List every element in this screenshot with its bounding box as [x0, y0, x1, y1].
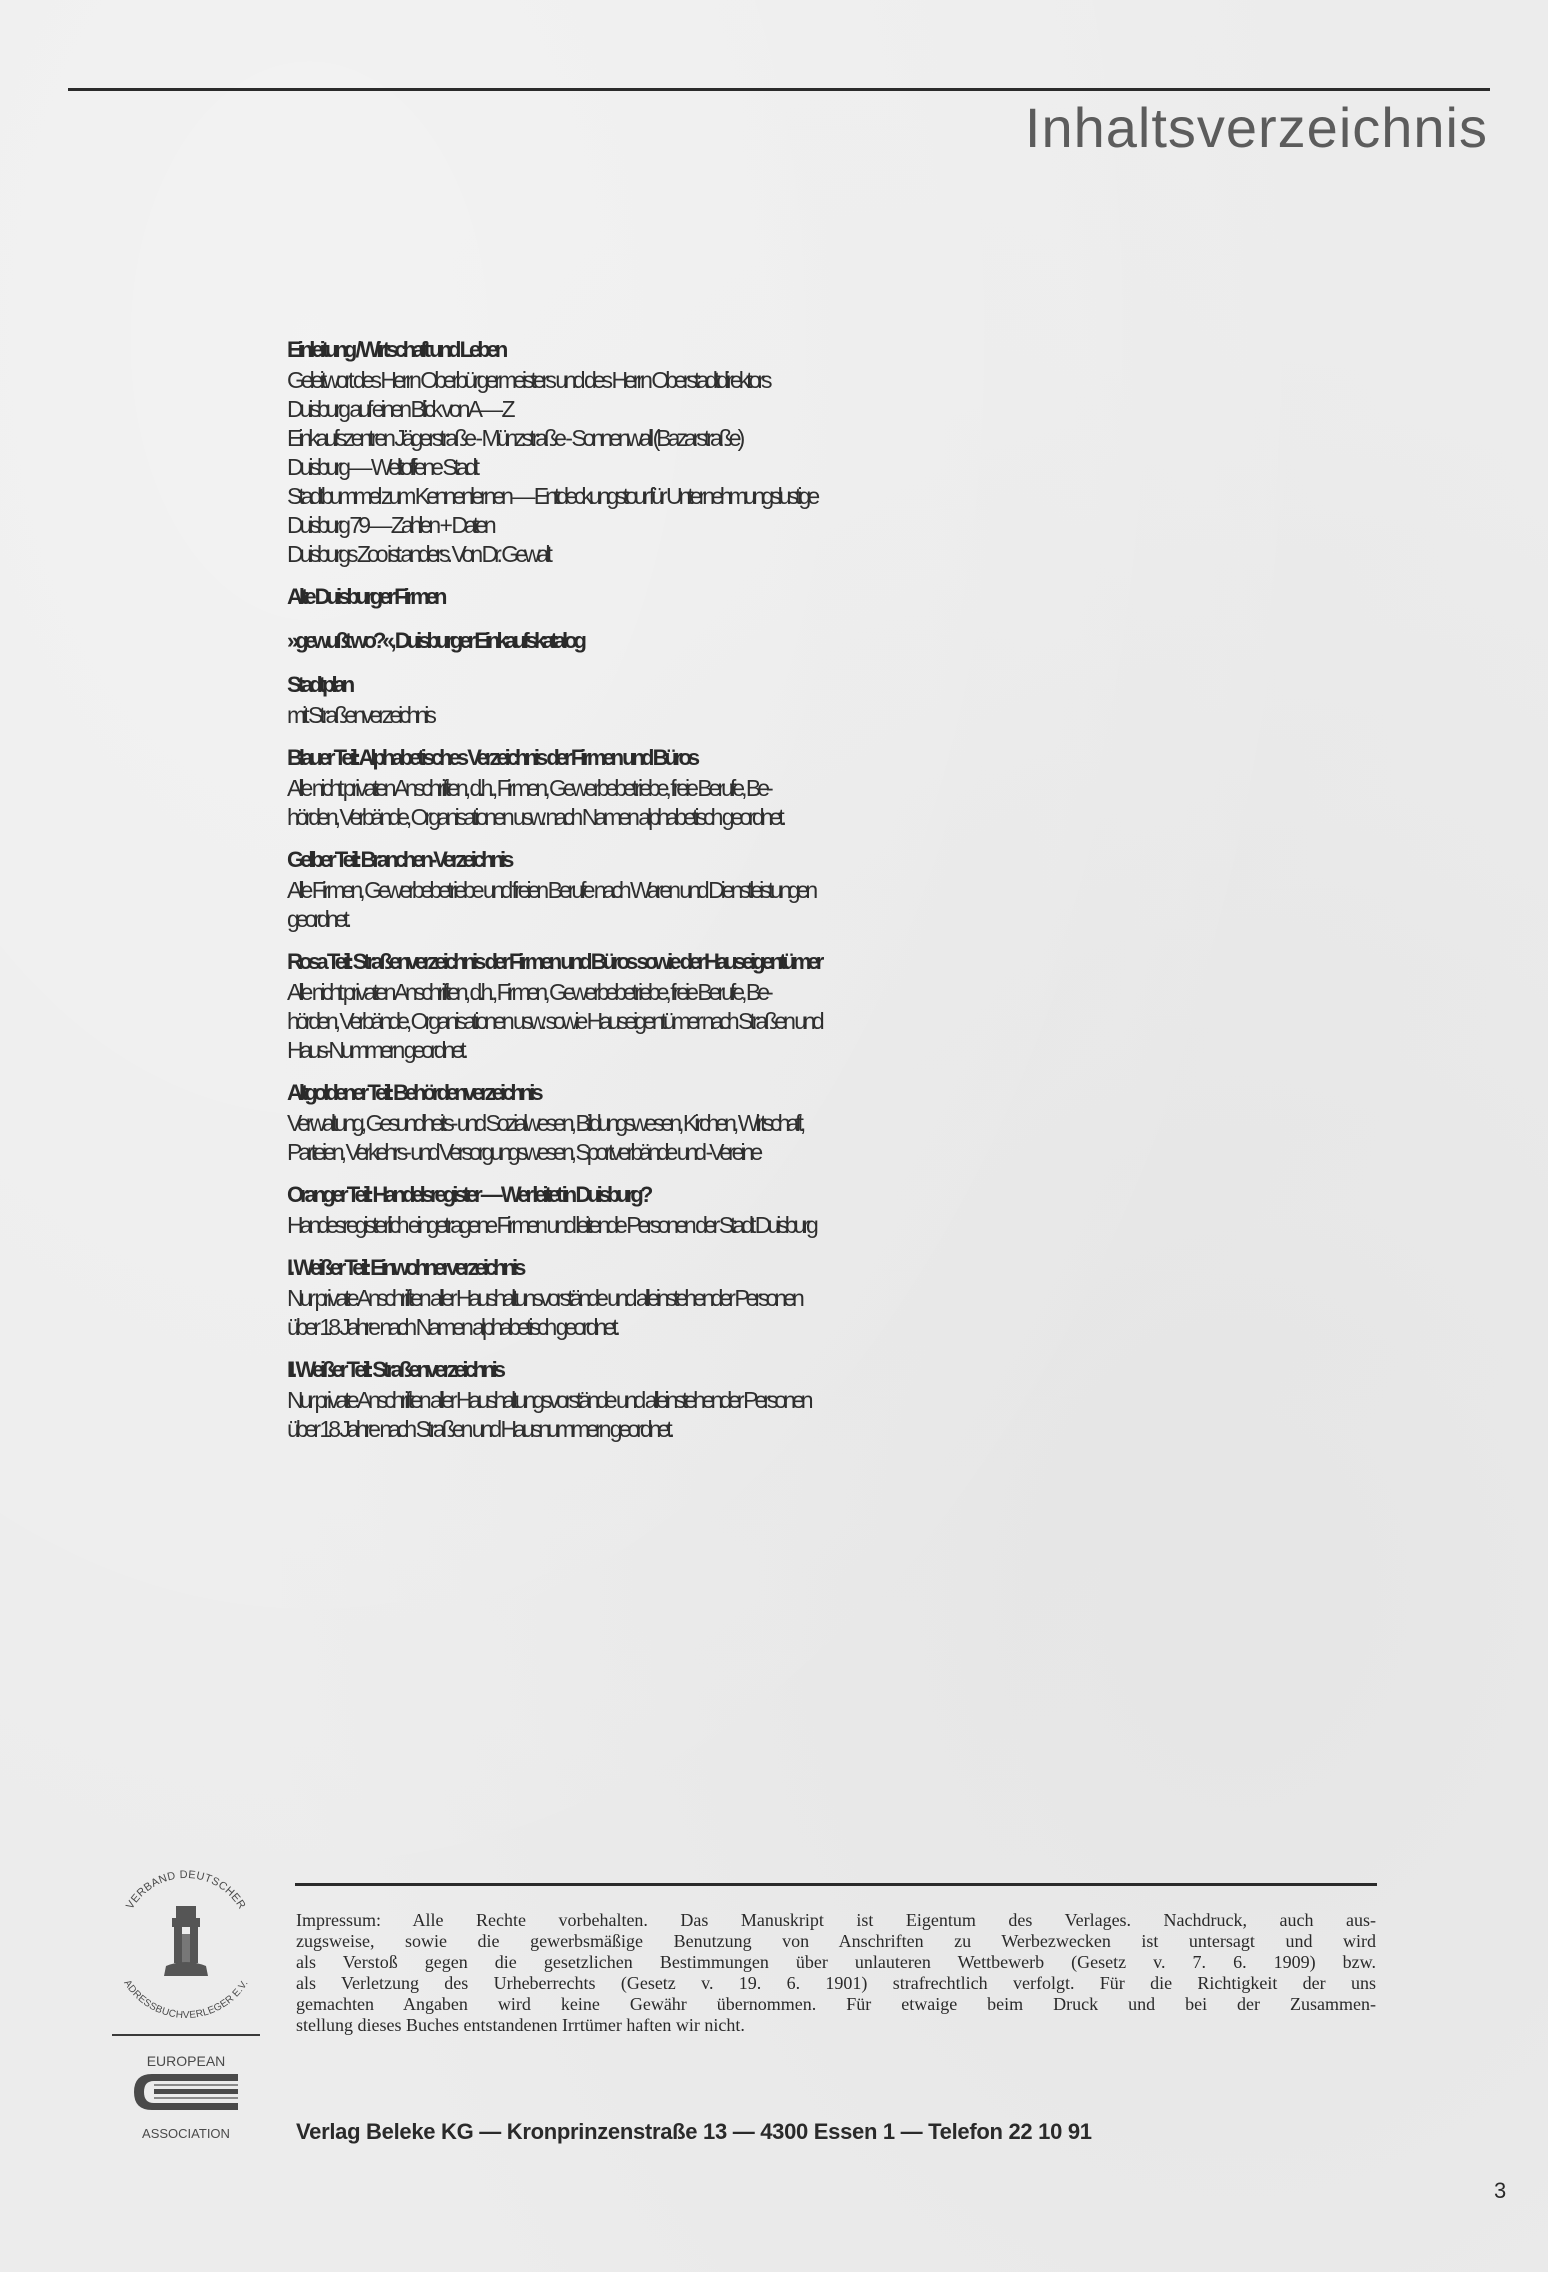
association-logos [100, 1862, 272, 2152]
toc-entry: Parteien, Verkehrs- und Versorgungswesen, Sportverbände und -Vereine [287, 1139, 760, 1165]
toc-section [287, 334, 1297, 569]
verband-logo [100, 1862, 272, 2152]
impressum [296, 1910, 1376, 2036]
toc-section [287, 669, 1297, 730]
toc-entry: mit Straßenverzeichnis [287, 702, 433, 728]
toc-entry: Verwaltung, Gesundheits- und Sozialwesen, Bildungswesen, Kirchen, Wirtschaft, [287, 1110, 803, 1136]
toc-entry: hörden, Verbände, Organisationen usw. sowie Hauseigentümer nach Straßen und [287, 1008, 821, 1034]
toc-entry: Nur private Anschriften aller Haushaltunsvorstände und alleinstehender Personen [287, 1285, 801, 1311]
impressum-line: Impressum: Alle Rechte vorbehalten. Das Manuskript ist Eigentum des Verlages. Nachdruck, auch aus- [296, 1910, 1376, 1930]
impressum-line: als Verstoß gegen die gesetzlichen Bestimmungen über unlauteren Wettbewerb (Gesetz v. 7. 6. 1909) bzw. [296, 1952, 1376, 1972]
toc-entry: Duisburg — Weltoffene Stadt [287, 454, 477, 480]
toc-heading: Stadtplan [287, 672, 352, 697]
european-top-text: EUROPEAN [146, 2053, 226, 2069]
toc-entry: geordnet. [287, 906, 349, 932]
impressum-line: zugsweise, sowie die gewerbsmäßige Benutzung von Anschriften zu Werbezwecken ist untersagt und wird [296, 1931, 1376, 1951]
toc-entry: Alle nicht privaten Anschriften, d.h., Firmen, Gewerbebetriebe, freie Berufe, Be- [287, 775, 770, 801]
book-icon [134, 2074, 238, 2110]
toc-entry: Duisburgs Zoo ist anders. Von Dr. Gewalt [287, 541, 549, 567]
impressum-line: gemachten Angaben wird keine Gewähr übernommen. Für etwaige beim Druck und bei der Zusammen- [296, 1994, 1376, 2014]
toc-heading: II. Weißer Teil: Straßenverzeichnis [287, 1357, 502, 1382]
verband-arc-top-text: VERBAND DEUTSCHER [124, 1868, 248, 1912]
toc-heading: Blauer Teil: Alphabetisches Verzeichnis der Firmen und Büros [287, 745, 697, 770]
toc-entry: Stadtbummel zum Kennenlernen — Entdeckungstour für Unternehmungslustige [287, 483, 817, 509]
toc-entry: Nur private Anschriften aller Haushaltungsvorstände und alleinstehender Personen [287, 1387, 810, 1413]
toc-entry: Alle Firmen, Gewerbebetriebe und freien Berufe nach Waren und Dienstleistungen [287, 877, 815, 903]
impressum-line: als Verletzung des Urheberrechts (Gesetz v. 19. 6. 1901) strafrechtlich verfolgt. Für die Richtigkeit der uns [296, 1973, 1376, 1993]
toc-entry: Geleitwort des Herrn Oberbürgermeisters und des Herrn Oberstadtdirektors [287, 367, 769, 393]
toc-section [287, 1077, 1297, 1167]
toc-section [287, 844, 1297, 934]
table-of-contents [287, 334, 1297, 1456]
toc-section [287, 581, 1297, 613]
toc-heading: Altgoldener Teil: Behördenverzeichnis [287, 1080, 540, 1105]
toc-section [287, 1354, 1297, 1444]
toc-section [287, 1179, 1297, 1240]
toc-heading: Rosa Teil: Straßenverzeichnis der Firmen und Büros sowie der Hauseigentümer [287, 949, 821, 974]
verband-arc-bottom-text: ADRESSBUCHVERLEGER E.V. [121, 1978, 251, 2022]
logo-divider [112, 2034, 260, 2036]
publisher-address: Verlag Beleke KG — Kronprinzenstraße 13 — 4300 Essen 1 — Telefon 22 10 91 [296, 2119, 1092, 2144]
toc-entry: Duisburg 79 — Zahlen + Daten [287, 512, 493, 538]
european-bottom-text: ASSOCIATION [142, 2126, 230, 2141]
toc-section [287, 742, 1297, 832]
page-number: 3 [1494, 2178, 1507, 2203]
toc-entry: Handesregisterlich eingetragene Firmen und leitende Personen der Stadt Duisburg [287, 1212, 815, 1238]
toc-heading: »gewußt wo?«, Duisburger Einkaufskatalog [287, 628, 583, 653]
toc-entry: hörden, Verbände, Organisationen usw. nach Namen alphabetisch geordnet. [287, 804, 783, 830]
toc-section [287, 625, 1297, 657]
impressum-line: stellung dieses Buches entstandenen Irrtümer haften wir nicht. [296, 2015, 745, 2035]
toc-entry: Einkaufszentren Jägerstraße - Münzstraße - Sonnenwall (Bazarstraße) [287, 425, 742, 451]
toc-heading: Einleitung / Wirtschaft und Leben [287, 337, 505, 362]
tower-icon [164, 1906, 208, 1976]
footer-rule [295, 1883, 1377, 1886]
toc-section [287, 946, 1297, 1065]
toc-heading: Oranger Teil: Handelsregister — Wer leitet in Duisburg? [287, 1182, 650, 1207]
toc-entry: über 18 Jahre nach Namen alphabetisch geordnet. [287, 1314, 617, 1340]
page-title: Inhaltsverzeichnis [1024, 96, 1488, 159]
toc-entry: Duisburg auf einen Blick von A — Z [287, 396, 512, 422]
toc-section [287, 1252, 1297, 1342]
toc-entry: über 18 Jahre nach Straßen und Hausnummern geordnet. [287, 1416, 671, 1442]
toc-heading: I. Weißer Teil: Einwohnerverzeichnis [287, 1255, 523, 1280]
toc-heading: Alte Duisburger Firmen [287, 584, 444, 609]
toc-entry: Alle nicht privaten Anschriften, d.h., Firmen, Gewerbebetriebe, freie Berufe, Be- [287, 979, 770, 1005]
toc-heading: Gelber Teil: Branchen-Verzeichnis [287, 847, 511, 872]
toc-entry: Haus-Nummern geordnet. [287, 1037, 465, 1063]
top-rule [68, 88, 1490, 91]
